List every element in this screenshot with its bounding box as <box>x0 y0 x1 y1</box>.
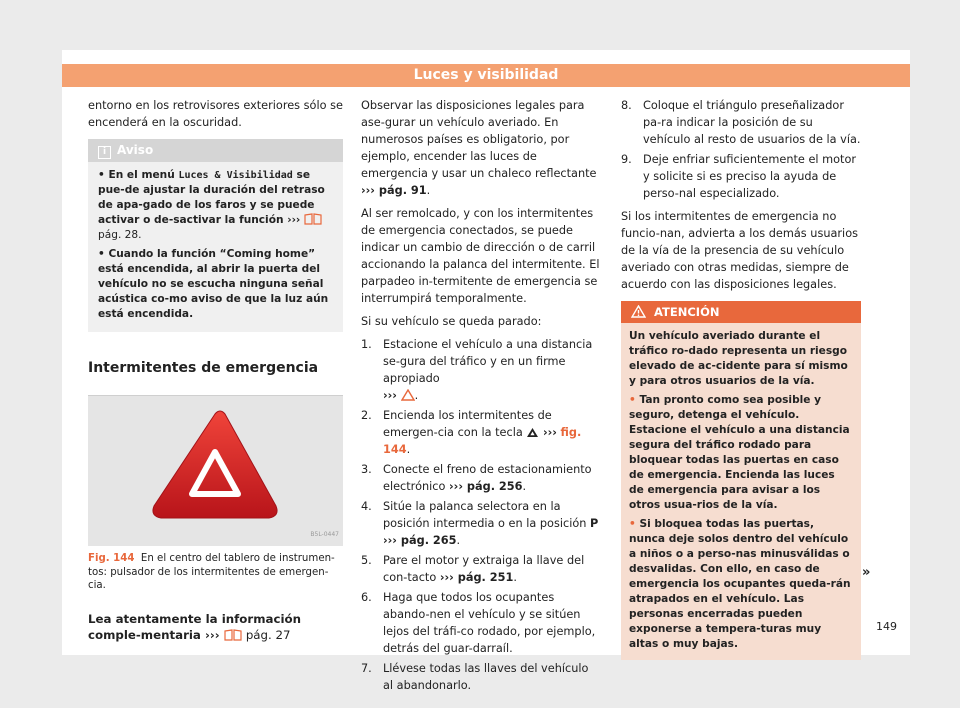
hazard-button-figure <box>88 395 343 546</box>
list-item: 6. Haga que todos los ocupantes abando-nen el vehículo y se sitúen lejos del tráfi-co rodado, por ejemplo, detrás del guar-darraíl. <box>361 591 596 655</box>
paragraph-stopped: Si su vehículo se queda parado: <box>361 315 542 328</box>
warning-triangle-icon <box>631 305 646 318</box>
hazard-warning-icon <box>88 396 343 546</box>
page-header-title: Luces y visibilidad <box>413 67 559 83</box>
book-icon <box>304 213 322 225</box>
warning-title: ATENCIÓN <box>654 305 720 319</box>
column-1 <box>88 97 343 643</box>
note-item-1-ref[interactable]: pág. 28. <box>98 229 142 241</box>
steps-list-continued <box>621 97 861 202</box>
info-icon: i <box>98 146 111 159</box>
figure-ref-link[interactable]: fig. 144 <box>383 426 582 456</box>
paragraph-towing: Al ser remolcado, y con los intermitentes de emergencia conectados, se puede indicar un cambio de dirección o de carril accionando la palanca del intermitente. El parpadeo in-termitente de emergencia se interrumpirá temporalmente. <box>361 207 600 305</box>
list-item: 2. Encienda los intermitentes de emergen-cia con la tecla ››› fig. 144. <box>361 409 582 456</box>
note-header <box>88 139 343 162</box>
figure-caption: Fig. 144 En el centro del tablero de instrumen-tos: pulsador de los intermitentes de emergen-cia. <box>88 553 335 591</box>
intro-text: entorno en los retrovisores exteriores sólo se encenderá en la oscuridad. <box>88 99 343 129</box>
note-item-1: • En el menú Luces & Visibilidad se pue-de ajustar la duración del retraso de apa-gado de los faros y se puede activar o de-sactivar la función ››› pág. 28. <box>98 169 325 241</box>
list-item: 4. Sitúe la palanca selectora en la posición intermedia o en la posición P ››› pág. 265. <box>361 500 599 547</box>
figure-code: B5L-0447 <box>310 531 339 538</box>
list-item: 8. Coloque el triángulo preseñalizador pa-ra indicar la posición de su vehículo al resto de usuarios de la vía. <box>621 99 861 146</box>
paragraph-fallback: Si los intermitentes de emergencia no funcio-nan, advierta a los demás usuarios de la vía de la presencia de su vehículo averiado con otras medidas, siempre de acuerdo con las disposiciones legales. <box>621 210 858 291</box>
note-body <box>88 162 343 322</box>
note-title: Aviso <box>117 143 154 157</box>
list-item: 1. Estacione el vehículo a una distancia se-gura del tráfico y en un firme apropiado ››› . <box>361 338 593 402</box>
column-3 <box>621 97 861 660</box>
note-item-2: • Cuando la función “Coming home” está encendida, al abrir la puerta del vehículo no se escucha ninguna señal acústica co-mo aviso de que la luz aún está encendida. <box>98 248 329 320</box>
read-more-ref[interactable]: pág. 27 <box>245 627 291 642</box>
column-2 <box>361 97 601 697</box>
warning-lead: Un vehículo averiado durante el tráfico ro-dado representa un riesgo elevado de ac-cidente para sí mismo y para otros usuarios de la vía. <box>629 330 848 387</box>
steps-list <box>361 336 601 694</box>
warning-triangle-icon <box>401 389 415 401</box>
read-more-text: Lea atentamente la información comple-mentaria ››› pág. 27 <box>88 611 302 642</box>
warning-box <box>621 301 861 660</box>
section-title: Intermitentes de emergencia <box>88 360 319 376</box>
ref-link[interactable]: ››› pág. 91 <box>361 184 427 197</box>
list-item: 5. Pare el motor y extraiga la llave del con-tacto ››› pág. 251. <box>361 554 585 584</box>
warning-bullet-1: • Tan pronto como sea posible y seguro, detenga el vehículo. Estacione el vehículo a una distancia segura del tráfico rodado para bloquear todas las puertas en caso de emergencia. Encienda las luces de emergencia para avisar a los otros usua-rios de la vía. <box>629 394 850 511</box>
page-header <box>62 64 910 87</box>
note-box <box>88 139 343 332</box>
warning-header <box>621 301 861 323</box>
book-icon <box>224 629 242 641</box>
paragraph-legal: Observar las disposiciones legales para ase-gurar un vehículo averiado. En numerosos países es obligatorio, por ejemplo, encender las luces de emergencia y usar un chaleco reflectante ››› pág. 91. <box>361 99 597 197</box>
warning-bullet-2: • Si bloquea todas las puertas, nunca deje solos dentro del vehículo a niños o a perso-nas minusválidas o desvalidas. Con ello, en caso de emergencia los ocupantes queda-rán atrapados en el vehículo. Las personas encerradas pueden exponerse a tempera-turas muy altas o muy bajas. <box>629 518 851 650</box>
list-item: 9. Deje enfriar suficientemente el motor y solicite si es preciso la ayuda de perso-nal especializado. <box>621 153 857 200</box>
page-number: 149 <box>876 620 897 633</box>
warning-body <box>621 323 861 652</box>
hazard-icon <box>526 427 539 438</box>
list-item: 7. Llévese todas las llaves del vehículo al abandonarlo. <box>361 662 589 692</box>
continue-mark: » <box>862 565 871 580</box>
list-item: 3. Conecte el freno de estacionamiento electrónico ››› pág. 256. <box>361 463 592 493</box>
